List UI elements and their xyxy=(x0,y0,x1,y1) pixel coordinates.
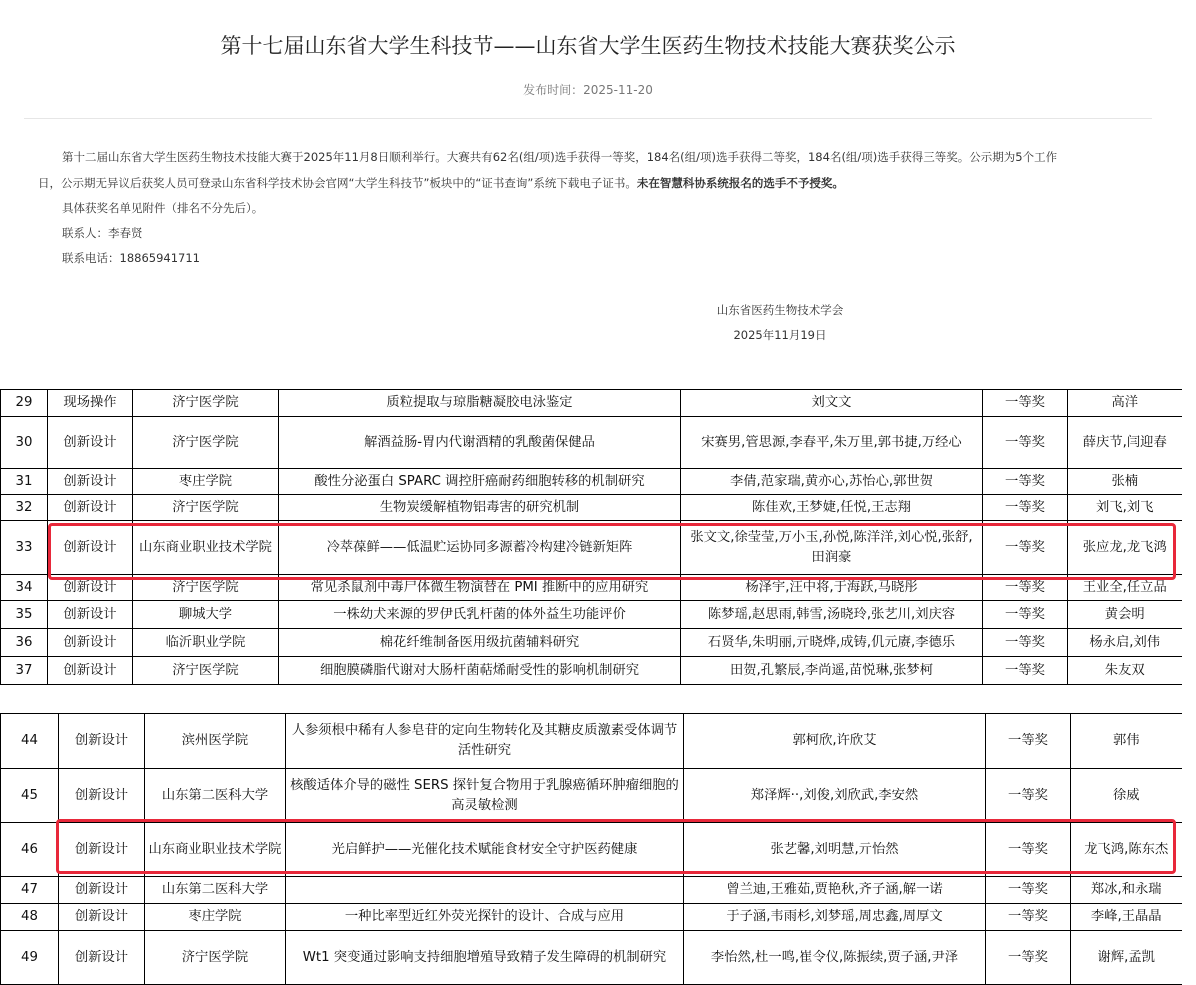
cell-project: Wt1 突变通过影响支持细胞增殖导致精子发生障碍的机制研究 xyxy=(286,931,684,985)
cell-award: 一等奖 xyxy=(986,877,1071,904)
cell-project: 解酒益肠-胃内代谢酒精的乳酸菌保健品 xyxy=(279,417,681,469)
cell-no: 47 xyxy=(1,877,59,904)
awards-table-1 xyxy=(0,389,1182,685)
cell-no: 34 xyxy=(1,575,48,601)
cell-school: 山东商业职业技术学院 xyxy=(133,521,279,575)
cell-school: 山东商业职业技术学院 xyxy=(145,823,286,877)
cell-project: 光启鲜护——光催化技术赋能食材安全守护医药健康 xyxy=(286,823,684,877)
cell-school: 济宁医学院 xyxy=(133,390,279,417)
cell-advisor: 黄会明 xyxy=(1068,601,1182,629)
cell-school: 济宁医学院 xyxy=(133,575,279,601)
table-row xyxy=(1,521,1182,575)
cell-school: 枣庄学院 xyxy=(133,469,279,495)
cell-members: 曾兰迪,王雅茹,贾艳秋,齐子涵,解一诺 xyxy=(684,877,986,904)
cell-project: 人参须根中稀有人参皂苷的定向生物转化及其糖皮质激素受体调节活性研究 xyxy=(286,714,684,769)
cell-category: 创新设计 xyxy=(48,629,133,657)
cell-project: 质粒提取与琼脂糖凝胶电泳鉴定 xyxy=(279,390,681,417)
cell-no: 32 xyxy=(1,495,48,521)
table-row xyxy=(1,575,1182,601)
cell-award: 一等奖 xyxy=(983,521,1068,575)
cell-award: 一等奖 xyxy=(986,904,1071,931)
awards-table-2 xyxy=(0,713,1182,985)
cell-advisor: 张楠 xyxy=(1068,469,1182,495)
cell-school: 济宁医学院 xyxy=(145,931,286,985)
table-row xyxy=(1,601,1182,629)
cell-advisor: 朱友双 xyxy=(1068,657,1182,685)
cell-award: 一等奖 xyxy=(983,495,1068,521)
cell-project: 细胞膜磷脂代谢对大肠杆菌萜烯耐受性的影响机制研究 xyxy=(279,657,681,685)
cell-advisor: 高洋 xyxy=(1068,390,1182,417)
cell-advisor: 杨永启,刘伟 xyxy=(1068,629,1182,657)
cell-category: 创新设计 xyxy=(48,657,133,685)
cell-school: 临沂职业学院 xyxy=(133,629,279,657)
organization-signature: 山东省医药生物技术学会 xyxy=(716,303,844,317)
table-row xyxy=(1,417,1182,469)
publish-date: 发布时间：2025-11-20 xyxy=(523,83,653,97)
cell-no: 31 xyxy=(1,469,48,495)
cell-advisor: 李峰,王晶晶 xyxy=(1071,904,1182,931)
cell-category: 创新设计 xyxy=(48,469,133,495)
cell-members: 田贺,孔繁辰,李尚遥,苗悦琳,张梦柯 xyxy=(681,657,983,685)
cell-members: 石贤华,朱明丽,亓晓烨,成铸,仉元赓,李德乐 xyxy=(681,629,983,657)
cell-project: 棉花纤维制备医用级抗菌辅料研究 xyxy=(279,629,681,657)
cell-school: 济宁医学院 xyxy=(133,657,279,685)
cell-project: 一株幼犬来源的罗伊氏乳杆菌的体外益生功能评价 xyxy=(279,601,681,629)
announcement-paragraph xyxy=(38,143,1146,171)
attachment-note: 具体获奖名单见附件（排名不分先后）。 xyxy=(62,201,264,215)
cell-members: 郭柯欣,许欣艾 xyxy=(684,714,986,769)
table-row xyxy=(1,904,1182,931)
cell-advisor: 郑冰,和永瑞 xyxy=(1071,877,1182,904)
cell-school: 济宁医学院 xyxy=(133,417,279,469)
announcement-line-1: 第十二届山东省大学生医药生物技术技能大赛于2025年11月8日顺利举行。大赛共有62名(组/项)选手获得一等奖，184名(组/项)选手获得二等奖，184名(组/项)选手获得三等奖。公示期为5个工作 xyxy=(62,150,1058,164)
cell-members: 刘文文 xyxy=(681,390,983,417)
cell-no: 36 xyxy=(1,629,48,657)
cell-award: 一等奖 xyxy=(986,931,1071,985)
cell-award: 一等奖 xyxy=(983,417,1068,469)
cell-advisor: 刘飞,刘飞 xyxy=(1068,495,1182,521)
cell-no: 48 xyxy=(1,904,59,931)
cell-award: 一等奖 xyxy=(986,714,1071,769)
cell-category: 创新设计 xyxy=(59,931,145,985)
cell-school: 山东第二医科大学 xyxy=(145,877,286,904)
cell-no: 37 xyxy=(1,657,48,685)
cell-school: 滨州医学院 xyxy=(145,714,286,769)
cell-category: 创新设计 xyxy=(59,877,145,904)
cell-advisor: 薛庆节,闫迎春 xyxy=(1068,417,1182,469)
cell-category: 创新设计 xyxy=(59,904,145,931)
announcement-line-2: 日，公示期无异议后获奖人员可登录山东省科学技术协会官网“大学生科技节”板块中的“证书查询”系统下载电子证书。 xyxy=(38,176,637,190)
cell-members: 郑泽辉··,刘俊,刘欣武,李安然 xyxy=(684,769,986,823)
cell-school: 济宁医学院 xyxy=(133,495,279,521)
cell-members: 陈梦瑶,赵思雨,韩雪,汤晓玲,张艺川,刘庆容 xyxy=(681,601,983,629)
contact-phone: 联系电话：18865941711 xyxy=(62,251,200,265)
table-row xyxy=(1,769,1182,823)
cell-award: 一等奖 xyxy=(983,469,1068,495)
cell-no: 46 xyxy=(1,823,59,877)
table-row xyxy=(1,629,1182,657)
cell-no: 44 xyxy=(1,714,59,769)
table-row xyxy=(1,390,1182,417)
table-row xyxy=(1,877,1182,904)
cell-category: 现场操作 xyxy=(48,390,133,417)
cell-category: 创新设计 xyxy=(59,823,145,877)
cell-members: 李怡然,杜一鸣,崔令仪,陈振续,贾子涵,尹泽 xyxy=(684,931,986,985)
cell-school: 枣庄学院 xyxy=(145,904,286,931)
cell-advisor: 龙飞鸿,陈东杰 xyxy=(1071,823,1182,877)
cell-award: 一等奖 xyxy=(983,390,1068,417)
table-row xyxy=(1,823,1182,877)
cell-award: 一等奖 xyxy=(986,769,1071,823)
contact-person: 联系人：李春贤 xyxy=(62,226,143,240)
cell-award: 一等奖 xyxy=(983,629,1068,657)
table-row xyxy=(1,495,1182,521)
announcement-paragraph-cont xyxy=(38,169,1146,197)
cell-project: 核酸适体介导的磁性 SERS 探针复合物用于乳腺癌循环肿瘤细胞的高灵敏检测 xyxy=(286,769,684,823)
cell-members: 张文文,徐莹莹,万小玉,孙悦,陈洋洋,刘心悦,张舒,田润豪 xyxy=(681,521,983,575)
cell-advisor: 郭伟 xyxy=(1071,714,1182,769)
cell-no: 49 xyxy=(1,931,59,985)
cell-category: 创新设计 xyxy=(48,495,133,521)
cell-award: 一等奖 xyxy=(983,657,1068,685)
cell-category: 创新设计 xyxy=(48,601,133,629)
page-title: 第十七届山东省大学生科技节——山东省大学生医药生物技术技能大赛获奖公示 xyxy=(220,34,956,58)
table-row xyxy=(1,714,1182,769)
cell-school: 聊城大学 xyxy=(133,601,279,629)
cell-project: 一种比率型近红外荧光探针的设计、合成与应用 xyxy=(286,904,684,931)
divider xyxy=(24,118,1152,119)
cell-advisor: 徐威 xyxy=(1071,769,1182,823)
cell-category: 创新设计 xyxy=(48,521,133,575)
cell-award: 一等奖 xyxy=(983,575,1068,601)
cell-award: 一等奖 xyxy=(986,823,1071,877)
cell-award: 一等奖 xyxy=(983,601,1068,629)
cell-no: 30 xyxy=(1,417,48,469)
cell-category: 创新设计 xyxy=(59,714,145,769)
cell-advisor: 王业全,任立品 xyxy=(1068,575,1182,601)
cell-category: 创新设计 xyxy=(48,575,133,601)
cell-school: 山东第二医科大学 xyxy=(145,769,286,823)
cell-project: 酸性分泌蛋白 SPARC 调控肝癌耐药细胞转移的机制研究 xyxy=(279,469,681,495)
signature-date: 2025年11月19日 xyxy=(733,328,827,342)
table-row xyxy=(1,657,1182,685)
cell-no: 45 xyxy=(1,769,59,823)
cell-project: 冷萃葆鲜——低温贮运协同多源蓄冷构建冷链新矩阵 xyxy=(279,521,681,575)
cell-category: 创新设计 xyxy=(48,417,133,469)
cell-members: 杨泽宇,汪中将,于海跃,马晓彤 xyxy=(681,575,983,601)
cell-members: 陈佳欢,王梦婕,任悦,王志翔 xyxy=(681,495,983,521)
cell-advisor: 张应龙,龙飞鸿 xyxy=(1068,521,1182,575)
cell-no: 35 xyxy=(1,601,48,629)
cell-advisor: 谢辉,孟凯 xyxy=(1071,931,1182,985)
cell-no: 29 xyxy=(1,390,48,417)
table-row xyxy=(1,931,1182,985)
announcement-bold-note: 未在智慧科协系统报名的选手不予授奖。 xyxy=(636,176,844,190)
cell-members: 张艺馨,刘明慧,亓怡然 xyxy=(684,823,986,877)
cell-members: 于子涵,韦雨杉,刘梦瑶,周忠鑫,周厚文 xyxy=(684,904,986,931)
cell-project xyxy=(286,877,684,904)
cell-category: 创新设计 xyxy=(59,769,145,823)
cell-project: 常见杀鼠剂中毒尸体微生物演替在 PMI 推断中的应用研究 xyxy=(279,575,681,601)
cell-members: 李倩,范家瑞,黄亦心,苏怡心,郭世贺 xyxy=(681,469,983,495)
table-row xyxy=(1,469,1182,495)
cell-project: 生物炭缓解植物铝毒害的研究机制 xyxy=(279,495,681,521)
cell-members: 宋赛男,管思源,李春平,朱万里,郭书捷,万经心 xyxy=(681,417,983,469)
cell-no: 33 xyxy=(1,521,48,575)
